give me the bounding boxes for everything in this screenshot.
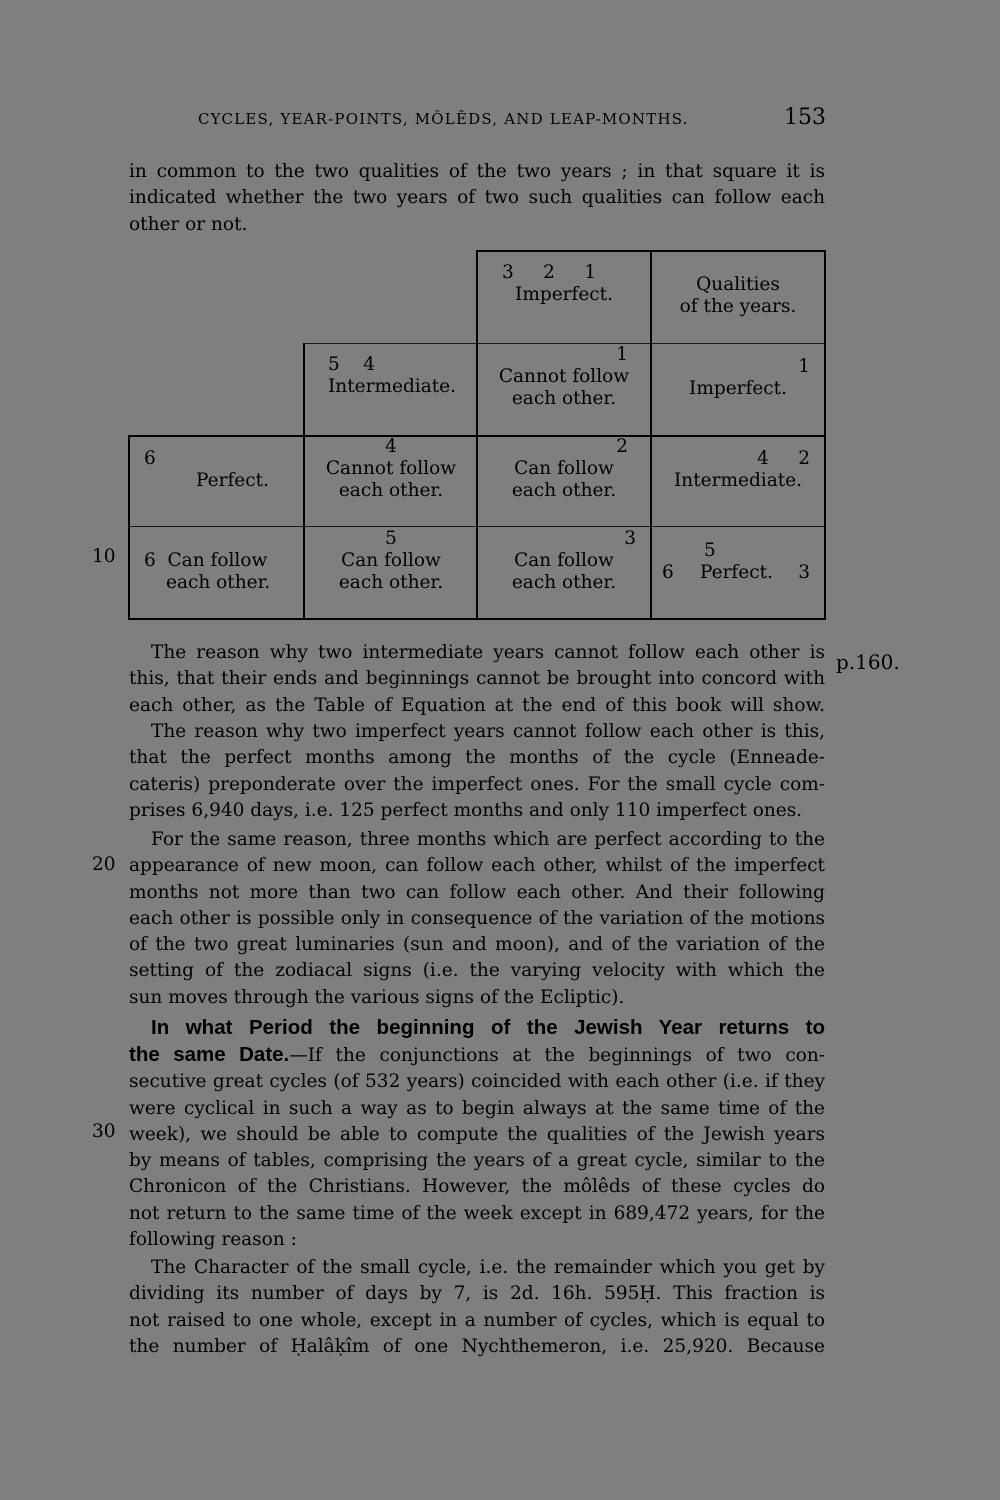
quality-label: Intermediate. — [674, 470, 802, 491]
text-segment: —If the conjunctions at the beginnings of two con- — [289, 1045, 826, 1066]
cell-number: 2 — [616, 436, 628, 457]
margin-note: p.160. — [836, 650, 900, 674]
line-number-30: 30 — [92, 1121, 116, 1142]
qualities-table — [128, 250, 826, 620]
table-vrule-5 — [824, 250, 826, 620]
text-line: Chronicon of the Christians. However, the môlêds of these cycles do — [129, 1176, 825, 1198]
text-line: The reason why two imperfect years cannot follow each other is this, — [151, 721, 825, 742]
quality-label: Imperfect. — [689, 378, 787, 399]
text-line: indicated whether the two years of two such qualities can follow each — [129, 187, 825, 209]
text-line: other or not. — [129, 213, 248, 235]
cell-text: Cannot follow — [498, 366, 630, 387]
paragraph-imperfect — [129, 719, 825, 824]
cell-numbers: 4 2 — [757, 448, 810, 469]
perfect-label: Perfect. — [196, 470, 269, 491]
text-line: months not more than two can follow each other. And their following — [129, 881, 825, 903]
running-header — [198, 106, 826, 134]
row3-intermediate-cell — [306, 528, 476, 594]
text-line: The Character of the small cycle, i.e. the remainder which you get by — [151, 1257, 825, 1278]
table-vrule-2 — [303, 343, 305, 620]
cell-text: Can follow — [514, 458, 614, 479]
text-line: setting of the zodiacal signs (i.e. the varying velocity with which the — [129, 960, 825, 982]
cell-number: 1 — [616, 344, 628, 365]
text-line: following reason : — [129, 1229, 297, 1251]
text-line: prises 6,940 days, i.e. 125 perfect months and only 110 imperfect ones. — [129, 799, 803, 821]
row1-quality-cell — [652, 356, 824, 400]
cell-text: each other. — [511, 572, 617, 593]
cell-number: 4 — [385, 436, 397, 457]
text-line — [129, 1042, 825, 1069]
cell-text: Cannot follow — [325, 458, 457, 479]
table-vrule-1 — [128, 435, 130, 620]
perfect-header-cell — [132, 448, 303, 492]
line-number-10: 10 — [92, 546, 116, 567]
imperfect-label: Imperfect. — [515, 284, 613, 305]
text-line: sun moves through the various signs of the Ecliptic). — [129, 986, 625, 1008]
section-heading-continuation: the same Date. — [129, 1043, 290, 1066]
text-line: each other, as the Table of Equation at the end of this book will show. — [129, 694, 825, 716]
section-heading: In what Period the beginning of the Jewish Year returns to — [151, 1016, 825, 1039]
row2-intermediate-cell — [306, 436, 476, 502]
cell-number: 5 — [704, 540, 716, 561]
intro-paragraph — [129, 159, 825, 238]
line-number-20: 20 — [92, 854, 116, 875]
cell-text: each other. — [166, 572, 271, 593]
table-rule-top — [477, 250, 826, 252]
row3-quality-cell — [652, 540, 824, 584]
row1-imperfect-cell — [478, 344, 650, 410]
row3-perfect-cell — [132, 550, 303, 594]
text-line: The reason why two intermediate years cannot follow each other is — [151, 642, 825, 663]
text-line: dividing its number of days by 7, is 2d. 16h. 595Ḥ. This fraction is — [129, 1283, 825, 1305]
header-imperfect-cell — [478, 262, 650, 306]
intermediate-numbers: 5 4 — [328, 354, 376, 375]
row2-imperfect-cell — [478, 436, 650, 502]
header-qualities-cell — [652, 274, 824, 318]
cell-number: 1 — [798, 356, 810, 377]
cell-number: 5 — [385, 528, 397, 549]
intermediate-label: Intermediate. — [328, 376, 456, 397]
cell-text: Can follow — [514, 550, 614, 571]
text-line: not return to the same time of the week except in 689,472 years, for the — [129, 1202, 825, 1224]
text-line: each other is possible only in consequence of the variation of the motions — [129, 907, 825, 929]
cell-text: each other. — [338, 572, 444, 593]
cell-number: 6 — [662, 562, 674, 583]
row3-imperfect-cell — [478, 528, 650, 594]
text-line: appearance of new moon, can follow each other, whilst of the imperfect — [129, 855, 825, 877]
text-line: the number of Ḥalâḳîm of one Nychthemeron, i.e. 25,920. Because — [129, 1335, 825, 1357]
cell-number: 6 — [144, 448, 156, 469]
text-line: this, that their ends and beginnings cannot be brought into concord with — [129, 668, 825, 690]
paragraph-character — [129, 1255, 825, 1360]
paragraph-period — [129, 1014, 825, 1253]
paragraph-intermediate — [129, 640, 825, 719]
text-line: secutive great cycles (of 532 years) coincided with each other (i.e. if they — [129, 1071, 825, 1093]
cell-text: each other. — [511, 388, 617, 409]
text-line: week), we should be able to compute the qualities of the Jewish years — [129, 1123, 825, 1145]
cell-text: Can follow — [341, 550, 441, 571]
quality-label: Perfect. — [700, 562, 773, 583]
text-line: For the same reason, three months which are perfect according to the — [151, 829, 825, 850]
page-number: 153 — [784, 105, 826, 130]
qualities-header-line2: of the years. — [679, 296, 797, 317]
paragraph-same-reason — [129, 827, 825, 1011]
text-line: not raised to one whole, except in a number of cycles, which is equal to — [129, 1309, 825, 1331]
text-line: were cyclical in such a way as to begin always at the same time of the — [129, 1097, 825, 1119]
text-line: in common to the two qualities of the two years ; in that square it is — [129, 161, 825, 182]
qualities-header-line1: Qualities — [696, 274, 780, 295]
row2-quality-cell — [652, 448, 824, 492]
intermediate-header-cell — [306, 354, 476, 398]
cell-text: each other. — [511, 480, 617, 501]
cell-number: 3 — [798, 562, 810, 583]
cell-text: 6 Can follow — [144, 550, 268, 571]
text-line: by means of tables, comprising the years of a great cycle, similar to the — [129, 1150, 825, 1172]
imperfect-numbers: 3 2 1 — [502, 262, 597, 283]
text-line: cateris) preponderate over the imperfect ones. For the small cycle com- — [129, 773, 825, 795]
cell-text: each other. — [338, 480, 444, 501]
text-line: that the perfect months among the months of the cycle (Enneade- — [129, 747, 825, 769]
text-line: of the two great luminaries (sun and moon), and of the variation of the — [129, 934, 825, 956]
running-title: CYCLES, YEAR-POINTS, MÔLÊDS, AND LEAP-MONTHS. — [198, 110, 689, 128]
cell-number: 3 — [624, 528, 636, 549]
